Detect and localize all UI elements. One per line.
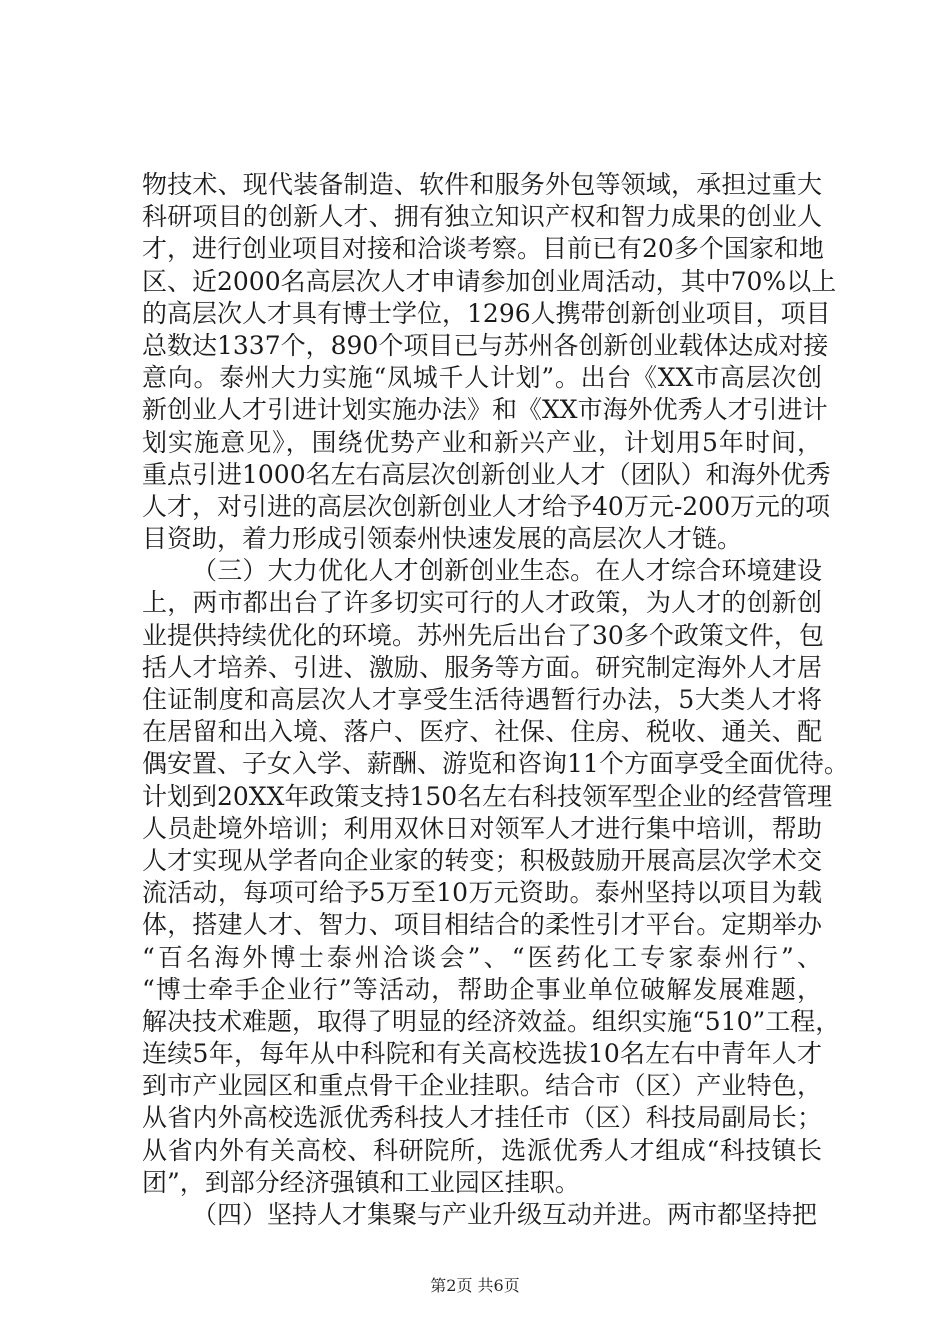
section-heading-line: （四）坚持人才集聚与产业升级互动并进。两市都坚持把 [192, 1200, 818, 1229]
body-text [142, 169, 849, 1231]
text-line: 人员赴境外培训；利用双休日对领军人才进行集中培训，帮助 [142, 813, 822, 843]
text-line: 划实施意见》，围绕优势产业和新兴产业，计划用5年时间， [142, 427, 822, 457]
text-line: 住证制度和高层次人才享受生活待遇暂行办法，5大类人才将 [142, 685, 822, 714]
text-line: 从省内外高校选派优秀科技人才挂任市（区）科技局副局长； [142, 1103, 822, 1133]
text-line: 意向。泰州大力实施“凤城千人计划”。出台《XX市高层次创 [142, 363, 822, 393]
text-line: 上，两市都出台了许多切实可行的人才政策，为人才的创新创 [142, 588, 822, 618]
text-line: 才，进行创业项目对接和洽谈考察。目前已有20多个国家和地 [142, 234, 824, 264]
text-line: 到市产业园区和重点骨干企业挂职。结合市（区）产业特色， [142, 1071, 822, 1101]
text-line: “博士牵手企业行”等活动，帮助企事业单位破解发展难题， [142, 974, 822, 1004]
text-line: 解决技术难题，取得了明显的经济效益。组织实施“510”工程， [142, 1006, 841, 1036]
text-line: 的高层次人才具有博士学位，1296人携带创新创业项目，项目 [142, 298, 831, 328]
page-number-footer: 第2页 共6页 [430, 1276, 520, 1295]
text-line: 从省内外有关高校、科研院所，选派优秀人才组成“科技镇长 [142, 1135, 822, 1165]
text-line: 区、近2000名高层次人才申请参加创业周活动，其中70%以上 [142, 266, 837, 296]
text-line: 人才，对引进的高层次创新创业人才给予40万元-200万元的项 [142, 491, 830, 521]
text-line: 物技术、现代装备制造、软件和服务外包等领域，承担过重大 [142, 170, 822, 199]
text-line: 团”，到部分经济强镇和工业园区挂职。 [142, 1167, 580, 1197]
text-line: 偶安置、子女入学、薪酬、游览和咨询11个方面享受全面优待。 [142, 749, 849, 779]
text-line: “百名海外博士泰州洽谈会”、“医药化工专家泰州行”、 [142, 942, 822, 972]
text-line: 重点引进1000名左右高层次创新创业人才（团队）和海外优秀 [142, 459, 831, 489]
text-line: 流活动，每项可给予5万至10万元资助。泰州坚持以项目为载 [142, 878, 822, 908]
text-line: 计划到20XX年政策支持150名左右科技领军型企业的经营管理 [142, 781, 833, 811]
section-heading-line: （三）大力优化人才创新创业生态。在人才综合环境建设 [192, 556, 822, 586]
text-line: 在居留和出入境、落户、医疗、社保、住房、税收、通关、配 [142, 717, 822, 747]
text-line: 连续5年，每年从中科院和有关高校选拔10名左右中青年人才 [142, 1039, 822, 1069]
text-line: 科研项目的创新人才、拥有独立知识产权和智力成果的创业人 [142, 202, 822, 232]
text-line: 人才实现从学者向企业家的转变；积极鼓励开展高层次学术交 [142, 845, 822, 875]
text-line: 新创业人才引进计划实施办法》和《XX市海外优秀人才引进计 [142, 395, 828, 425]
text-line: 业提供持续优化的环境。苏州先后出台了30多个政策文件，包 [142, 620, 824, 650]
text-line: 目资助，着力形成引领泰州快速发展的高层次人才链。 [142, 524, 743, 554]
text-line: 体，搭建人才、智力、项目相结合的柔性引才平台。定期举办 [142, 910, 822, 940]
text-line: 总数达1337个，890个项目已与苏州各创新创业载体达成对接 [142, 330, 829, 360]
text-line: 括人才培养、引进、激励、服务等方面。研究制定海外人才居 [142, 652, 822, 682]
